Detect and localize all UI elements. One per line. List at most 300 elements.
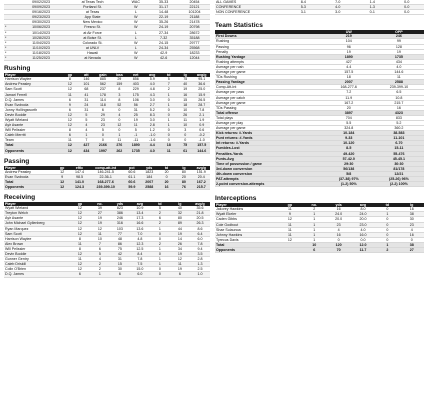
table-cell: 4 [326,227,350,232]
table-cell: 19 [324,49,374,54]
table-cell: 2.5 [190,267,210,272]
table-cell: 427 [78,143,94,148]
table-cell: 3 [111,92,127,97]
table-cell: 5 [78,112,94,117]
table-cell: 21478 [179,20,210,25]
table-cell: (2-2) 100% [374,182,424,187]
table-cell: 99 [374,39,424,44]
table-cell: 2.8 [144,123,160,128]
table-cell: 77 [110,231,130,236]
table-cell: L [123,30,148,35]
table-cell: 101204 [179,10,210,15]
table-cell: 16.0 [351,232,375,237]
table-cell: 2.8 [190,257,210,262]
table-cell: 1 [302,232,326,237]
table-cell: 31 [78,107,94,112]
team-stats-table [215,30,424,187]
table-cell: 5.5 [324,120,374,125]
table-cell: 8.3 [144,112,160,117]
table-cell: 20798 [179,25,210,30]
table-cell: Total offense [215,110,324,115]
table-cell: 23.0 [351,222,375,227]
table-cell: 30:30 [374,161,424,166]
table-cell: 168-277-6 [324,85,374,90]
table-cell: 151.9 [193,170,210,175]
table-cell: 42 [110,252,130,257]
table-cell: 19 [374,49,424,54]
table-cell: 40 [170,206,190,211]
table-cell: 141.0 [71,179,88,184]
table-cell: 8 [62,77,78,82]
table-cell: 31 [110,257,130,262]
table-cell: 403 [128,82,144,87]
table-cell: 17.3 [130,216,150,221]
table-cell: * [4,50,20,55]
table-cell: 0 [160,107,176,112]
table-cell: 1.0 [190,272,210,277]
table-cell: 157.5 [324,70,374,75]
table-cell: 12 [70,262,90,267]
table-cell: 1-3 [355,5,389,10]
table-cell: 16 [400,232,424,237]
table-cell: 20.0 [351,217,375,222]
table-cell: 1 [160,102,176,107]
table-cell: 41 [78,92,94,97]
table-cell: 2-point conversion-attempts [215,182,324,187]
table-cell: 11 [90,231,110,236]
table-cell: L [123,45,148,50]
table-cell: 7-32 [148,35,179,40]
table-cell: 49-420 [324,151,374,156]
table-cell: 2007 [324,80,374,85]
table-cell: 4.4 [324,64,374,69]
column-header: yds [326,203,350,207]
column-header: td [160,73,176,77]
table-cell: * [4,45,20,50]
interceptions-table [215,203,424,253]
table-cell: 6 [95,107,111,112]
table-cell: 23 [95,123,111,128]
table-cell: 19 [170,252,190,257]
table-cell: 14 [170,236,190,241]
table-cell: 386 [110,211,130,216]
table-cell: 175 [128,92,144,97]
table-cell: 360.2 [374,126,424,131]
table-cell: 5 [128,128,144,133]
table-cell: 52 [111,102,127,107]
table-cell: 75 [110,246,130,251]
table-cell: 15 [110,262,130,267]
table-cell: 147.4 [71,170,88,175]
table-cell: 0 [177,133,193,138]
column-header: avg [351,203,375,207]
table-cell: 56/138 [324,166,374,171]
table-cell: 12044 [179,56,210,61]
table-cell: 12 [111,123,127,128]
table-cell: 704 [324,115,374,120]
table-cell: 7.8 [130,257,150,262]
table-cell: * [4,35,20,40]
table-cell: 35-33 [148,0,179,5]
table-cell: 8 [111,87,127,92]
table-cell: 3.5 [190,252,210,257]
table-row [215,10,424,15]
column-header: gp [278,203,302,207]
table-cell: 8 [62,128,78,133]
table-cell: Andrew Peasley [4,170,53,175]
column-header: pct [123,166,140,170]
table-cell: 23 [326,222,350,227]
table-cell: 2 [150,221,170,226]
table-cell: Average per catch [215,95,324,100]
table-cell: App State [62,15,124,20]
table-cell: TDs Passing [215,105,324,110]
table-cell: 434 [78,148,94,153]
table-cell: (37-38) 97% [324,177,374,182]
table-cell: 16 [177,92,193,97]
table-cell: ALL GAMES [215,0,286,5]
table-cell: 0 [150,272,170,277]
table-cell: 10/14/2023 [20,30,61,35]
table-cell: W [123,25,148,30]
table-cell: Average per game [215,70,324,75]
table-cell: 4.8 [144,87,160,92]
table-cell: Fumbles-Lost [215,146,324,151]
table-cell: 60.6 [123,170,140,175]
table-cell: 7 [160,82,176,87]
table-cell: 24-15 [148,40,179,45]
table-cell: 2.1 [193,112,210,117]
table-cell: 0 [160,133,176,138]
table-cell: 20.5 [190,216,210,221]
table-cell: 103 [110,226,130,231]
table-cell: W [123,15,148,20]
table-cell: 26.3 [190,221,210,226]
table-cell: Kick returns: #-Yards [215,131,324,136]
table-cell: 95.1 [193,77,210,82]
table-cell: 48 [110,236,130,241]
table-cell: 0.0 [351,237,375,242]
table-cell: 10/28/2023 [20,35,61,40]
table-cell: 10 [302,242,326,247]
table-cell: 96 [324,44,374,49]
table-cell: 0-1 [355,10,389,15]
table-row [215,182,424,187]
passing-title: Passing [4,157,30,165]
table-cell: 75 [177,143,193,148]
table-cell: Colin O'Brien [4,267,70,272]
table-cell: Opponents [215,248,278,253]
table-cell: 12 [170,257,190,262]
table-cell: 25 [128,112,144,117]
table-cell: Average per pass [215,90,324,95]
table-cell: 34 [170,246,190,251]
table-cell: 11 [62,92,78,97]
table-cell: 11 [160,148,176,153]
table-cell: 26 [177,112,193,117]
table-cell: 29 [95,112,111,117]
column-header: no. [90,202,110,206]
table-cell: 833 [374,115,424,120]
table-cell: 120 [326,242,350,247]
table-cell: 4.3 [144,92,160,97]
column-header: gain [95,73,111,77]
table-cell: Caleb Driskill [4,262,70,267]
table-cell: 56 [128,102,144,107]
table-cell: 12 [53,185,70,190]
table-cell: * [4,56,20,61]
table-cell: 23 [400,222,424,227]
table-cell: John Michael Gyllenberg [4,221,70,226]
table-cell: 22-36-1 [88,174,123,179]
table-cell: Average per game [215,126,324,131]
table-cell: 31 [128,107,144,112]
table-cell: 4-0 [321,5,355,10]
table-cell: Average per play [215,120,324,125]
table-cell: 159 [111,82,127,87]
table-cell: 11/18/2023 [20,50,61,55]
table-cell: 1 [302,222,326,227]
table-cell: 178 [95,92,111,97]
table-cell: 20 [324,105,374,110]
table-cell: 1 [111,133,127,138]
table-cell: Penalty [215,49,324,54]
table-cell: 5 [160,77,176,82]
table-cell: 0-0 [390,5,425,10]
table-cell: 2 [302,207,326,212]
table-cell: 11/04/2023 [20,40,61,45]
table-cell: 8 [70,246,90,251]
table-cell: 55-476 [374,151,424,156]
table-cell: 7-0 [321,0,355,5]
table-cell: Devin Boddie [4,112,62,117]
table-cell: 3-0 [321,10,355,15]
table-cell: Shae Suiaunoa [215,227,278,232]
table-cell: 167.2 [324,100,374,105]
table-cell: 1 [160,123,176,128]
table-cell: 11 [70,257,90,262]
table-cell: 28.7 [193,102,210,107]
table-cell: 324.8 [324,126,374,131]
table-cell: 215.7 [193,185,210,190]
table-cell: 10.9 [130,206,150,211]
table-cell: 7.5 [130,262,150,267]
table-cell: 9 [53,174,70,179]
table-cell: 35-26 [148,20,179,25]
table-cell: 1 [150,246,170,251]
table-cell: 1735 [128,148,144,153]
table-cell: Time of possession / game [215,161,324,166]
table-cell: Fresno St. [62,25,124,30]
table-cell: 8 [70,236,90,241]
table-cell: 8-4 [286,0,320,5]
table-cell: 219 [324,34,374,39]
table-cell: 0 [150,231,170,236]
column-header: td [158,166,175,170]
table-cell: 229 [128,87,144,92]
column-header: gp [53,166,70,170]
table-cell: 562 [95,82,111,87]
rushing-table [4,73,210,154]
table-cell: at Nevada [62,56,124,61]
table-cell: 12 [62,117,78,122]
table-cell: 3897 [324,110,374,115]
table-cell: 39 [90,206,110,211]
table-cell: 0 [177,138,193,143]
table-cell: 25.0 [193,87,210,92]
table-cell: 12.3 [130,241,150,246]
table-cell: 61.1 [123,174,140,179]
table-cell: 09/16/2023 [20,10,61,15]
table-cell: Total [4,143,62,148]
table-cell: 7.8 [193,107,210,112]
table-cell: 24.0 [326,212,350,217]
table-cell: Will Pelissier [4,128,62,133]
table-cell: 6 [110,272,130,277]
table-row [4,272,210,277]
table-cell: -11 [128,138,144,143]
table-cell: 128 [374,44,424,49]
table-cell: 12 [62,123,78,128]
table-cell: 16.6 [130,221,150,226]
table-cell: 5-3 [286,5,320,10]
table-cell: * [4,25,20,30]
table-cell: 1.9 [193,117,210,122]
table-cell: 57-42.0 [324,156,374,161]
table-cell: 35.6 [190,206,210,211]
table-cell: Rushing attempts [215,59,324,64]
table-cell: 246 [110,216,130,221]
column-header: avg/g [190,202,210,206]
table-cell: 24 [78,102,94,107]
table-cell: 1 [302,217,326,222]
table-cell: -1.6 [144,138,160,143]
table-cell: 856 [128,77,144,82]
table-cell: 61 [177,148,193,153]
table-cell: 80 [175,179,192,184]
column-header: loss [111,73,127,77]
table-cell: 16 [326,207,350,212]
table-cell: 20 [175,174,192,179]
table-cell: 4th-down conversion [215,171,324,176]
table-cell: 0 [158,174,175,179]
table-cell: Harrison Waylee [4,236,70,241]
table-cell: -0.2 [193,133,210,138]
table-cell: 434 [374,59,424,64]
table-cell: 427 [324,59,374,64]
table-cell: 0 [160,112,176,117]
table-cell: 11/10/2023 [20,45,61,50]
table-cell: 38-583 [374,131,424,136]
table-cell: 4 [111,112,127,117]
column-header: td [375,203,399,207]
table-cell: 1735 [374,54,424,59]
table-cell: 118 [95,102,111,107]
table-cell: 6 [62,97,78,102]
table-cell: 114 [95,97,111,102]
table-cell: 6 [62,133,78,138]
table-cell: 5 [150,206,170,211]
table-cell: 2.7 [144,102,160,107]
table-cell: 20454 [179,0,210,5]
table-cell: NON CONFERENCE [215,10,286,15]
table-cell: 40 [177,82,193,87]
table-cell: 276 [111,143,127,148]
table-cell: 44 [170,226,190,231]
table-cell: 29 [111,77,127,82]
table-cell: (1-2) 50% [324,182,374,187]
column-header: comp-att-int [88,166,123,170]
table-cell: 10-184 [324,131,374,136]
table-cell: 5 [90,252,110,257]
table-cell: 144.6 [193,148,210,153]
table-cell: 18 [160,143,176,148]
table-cell: 1890 [324,54,374,59]
table-cell: 12 [70,231,90,236]
table-cell: Harrison Waylee [4,77,62,82]
table-cell: (25-26) 96% [374,177,424,182]
table-cell: 4.4 [144,143,160,148]
table-row [4,56,210,61]
table-cell: 0 [95,133,111,138]
table-cell: 6.0 [130,272,150,277]
totals-row [4,185,210,190]
table-cell: Cole Godbout [215,222,278,227]
table-cell: 8.0 [351,207,375,212]
table-cell: * [4,40,20,45]
table-cell: 21.8 [190,211,210,216]
table-cell: 146-241-5 [88,170,123,175]
table-cell: 7.8 [190,241,210,246]
table-cell: 11 [128,123,144,128]
receiving-title: Receiving [4,194,36,202]
table-cell: 12 [53,179,70,184]
table-cell: 7 [90,241,110,246]
table-cell: Jonny Hollingsworth [4,107,62,112]
table-cell: 2588 [141,185,158,190]
table-cell: Opponents [4,185,53,190]
table-cell: 5/8 [324,171,374,176]
column-header: gp [70,202,90,206]
table-cell: Tyrecus Davis [215,237,278,242]
table-cell: 823 [110,206,130,211]
column-header: avg/g [193,166,210,170]
table-cell: 1823 [141,170,158,175]
table-cell: 11 [374,75,424,80]
table-cell: Andrew Peasley [4,82,62,87]
table-cell: 70 [326,248,350,253]
table-cell: 13.4 [130,211,150,216]
table-cell: 8-5 [324,146,374,151]
table-cell: at UNLV [62,45,124,50]
table-cell: 0.9 [193,123,210,128]
table-cell: 3-1 [286,10,320,15]
column-header: Player [215,203,278,207]
record-table [215,0,424,15]
table-cell: 4 [400,227,424,232]
table-cell: 20.4 [193,174,210,179]
table-cell: 31 [78,97,94,102]
table-cell: 262 [111,148,127,153]
table-cell: 106 [128,97,144,102]
table-cell: 1997 [95,148,111,153]
table-cell: 0 [160,97,176,102]
table-cell: Sam Scott [4,87,62,92]
table-cell: 7.2 [324,90,374,95]
table-cell: Penalties-Yards [215,151,324,156]
table-cell: 2588 [374,80,424,85]
table-cell: Wyatt Wieland [4,206,70,211]
